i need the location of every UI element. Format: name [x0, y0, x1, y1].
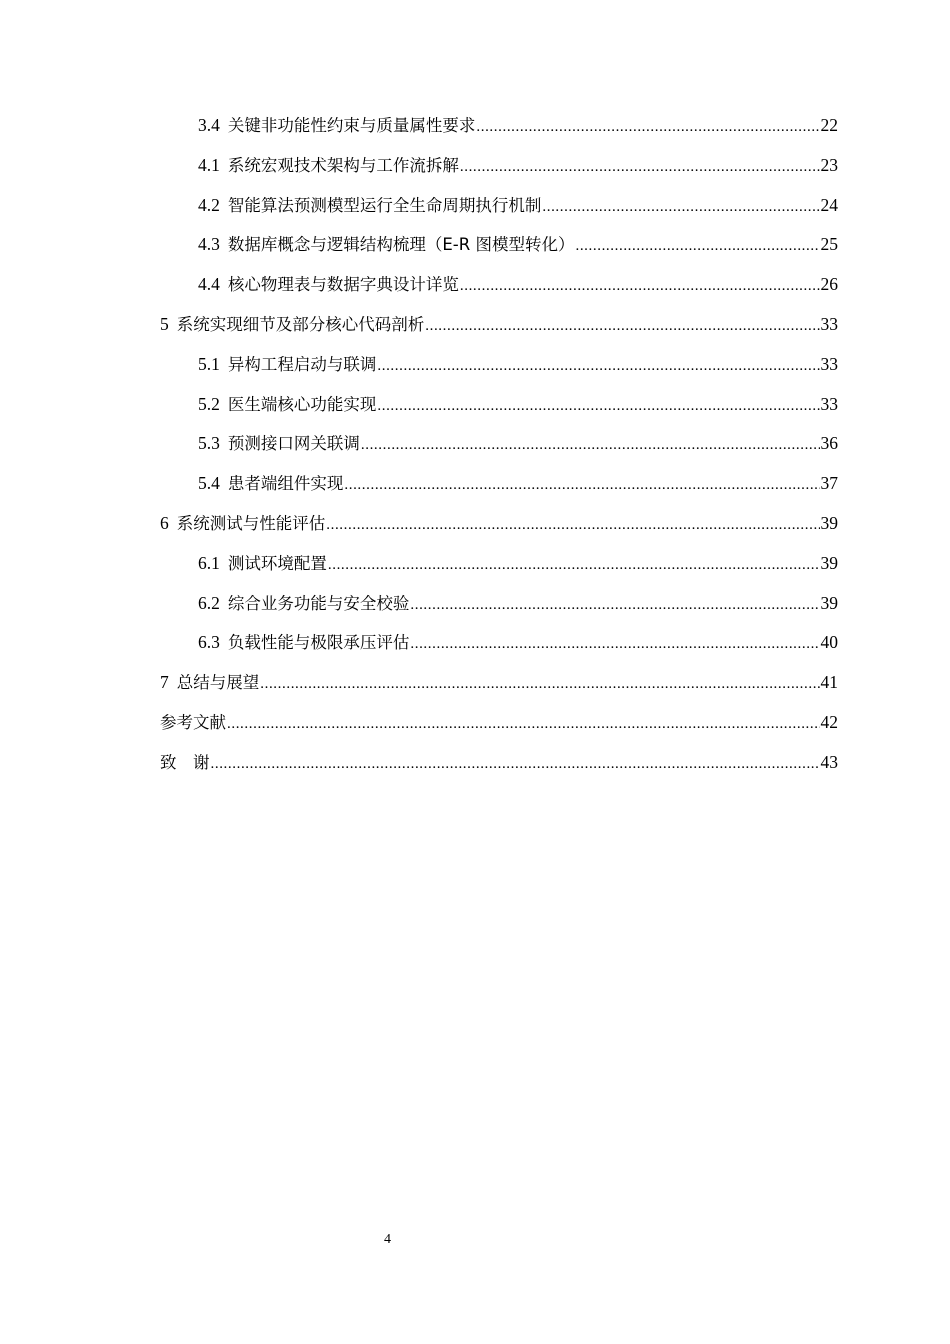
toc-entry-title: 总结与展望 [176, 673, 260, 693]
toc-entry-title: 智能算法预测模型运行全生命周期执行机制 [227, 195, 542, 215]
toc-entry-number: 5 [160, 313, 169, 334]
toc-entry[interactable] [160, 265, 838, 305]
toc-entry[interactable] [160, 385, 838, 425]
toc-entry-page: 39 [820, 512, 838, 533]
table-of-contents [160, 106, 838, 783]
dot-leader [227, 705, 820, 745]
toc-entry-title: 异构工程启动与联调 [227, 354, 377, 374]
dot-leader [425, 307, 819, 347]
toc-entry-number: 4.3 [198, 234, 220, 255]
toc-entry-number: 6.3 [198, 632, 220, 653]
toc-entry[interactable] [160, 186, 838, 226]
toc-entry-title: 患者端组件实现 [227, 474, 344, 494]
toc-entry-title: 系统测试与性能评估 [176, 513, 326, 533]
dot-leader [326, 506, 819, 546]
dot-leader [211, 745, 820, 785]
toc-entry-title: 核心物理表与数据字典设计详览 [227, 275, 459, 295]
toc-entry-page: 25 [820, 234, 838, 255]
toc-entry-page: 41 [820, 672, 838, 693]
toc-entry-page: 43 [820, 751, 838, 772]
toc-entry[interactable] [160, 106, 838, 146]
dot-leader [476, 108, 819, 148]
toc-entry-page: 39 [820, 592, 838, 613]
toc-entry-number: 6 [160, 512, 169, 533]
toc-entry-page: 33 [820, 353, 838, 374]
toc-entry-page: 37 [820, 473, 838, 494]
dot-leader [460, 148, 820, 188]
toc-entry[interactable] [160, 305, 838, 345]
dot-leader [377, 387, 819, 427]
toc-entry-page: 36 [820, 433, 838, 454]
toc-entry-title: 综合业务功能与安全校验 [227, 593, 410, 613]
toc-entry-page: 23 [820, 154, 838, 175]
toc-entry-title: 医生端核心功能实现 [227, 394, 377, 414]
toc-entry-page: 42 [820, 711, 838, 732]
dot-leader [344, 466, 819, 506]
toc-entry-number: 5.1 [198, 353, 220, 374]
toc-entry[interactable] [160, 623, 838, 663]
toc-entry[interactable] [160, 464, 838, 504]
page-number: 4 [384, 1232, 391, 1247]
toc-entry-title: 预测接口网关联调 [227, 434, 360, 454]
toc-entry-title: 测试环境配置 [227, 553, 327, 573]
toc-entry-number: 7 [160, 672, 169, 693]
dot-leader [575, 227, 819, 267]
dot-leader [410, 586, 819, 626]
toc-entry-number: 6.2 [198, 592, 220, 613]
toc-entry-title: 负载性能与极限承压评估 [227, 633, 410, 653]
toc-entry[interactable] [160, 504, 838, 544]
dot-leader [361, 426, 820, 466]
toc-entry[interactable] [160, 544, 838, 584]
toc-entry[interactable] [160, 743, 838, 783]
toc-entry-number: 5.3 [198, 433, 220, 454]
toc-entry[interactable] [160, 225, 838, 265]
toc-entry-page: 33 [820, 393, 838, 414]
toc-entry-number: 5.4 [198, 473, 220, 494]
toc-entry[interactable] [160, 424, 838, 464]
toc-entry-title: 系统实现细节及部分核心代码剖析 [176, 314, 425, 334]
toc-entry-title: 参考文献 [160, 712, 226, 732]
toc-entry-number: 3.4 [198, 115, 220, 135]
toc-entry-page: 24 [820, 194, 838, 215]
toc-entry-number: 6.1 [198, 552, 220, 573]
toc-entry-title: 致 谢 [160, 752, 210, 772]
dot-leader [460, 267, 820, 307]
toc-entry[interactable] [160, 584, 838, 624]
toc-entry[interactable] [160, 703, 838, 743]
toc-entry-page: 40 [820, 632, 838, 653]
toc-entry-title: 关键非功能性约束与质量属性要求 [227, 116, 476, 135]
toc-entry-number: 5.2 [198, 393, 220, 414]
toc-entry-number: 4.4 [198, 274, 220, 295]
toc-entry-page: 39 [820, 552, 838, 573]
toc-entry-page: 33 [820, 313, 838, 334]
dot-leader [377, 347, 819, 387]
toc-entry-page: 26 [820, 274, 838, 295]
dot-leader [260, 665, 819, 705]
dot-leader [410, 625, 819, 665]
toc-entry[interactable] [160, 345, 838, 385]
toc-entry[interactable] [160, 146, 838, 186]
toc-entry-number: 4.1 [198, 154, 220, 175]
toc-entry-title: 系统宏观技术架构与工作流拆解 [227, 155, 459, 175]
dot-leader [542, 188, 819, 228]
toc-entry-number: 4.2 [198, 194, 220, 215]
toc-entry-title: 数据库概念与逻辑结构梳理（E-R 图模型转化） [227, 235, 575, 255]
toc-entry-page: 22 [820, 115, 838, 135]
dot-leader [328, 546, 820, 586]
toc-entry[interactable] [160, 663, 838, 703]
